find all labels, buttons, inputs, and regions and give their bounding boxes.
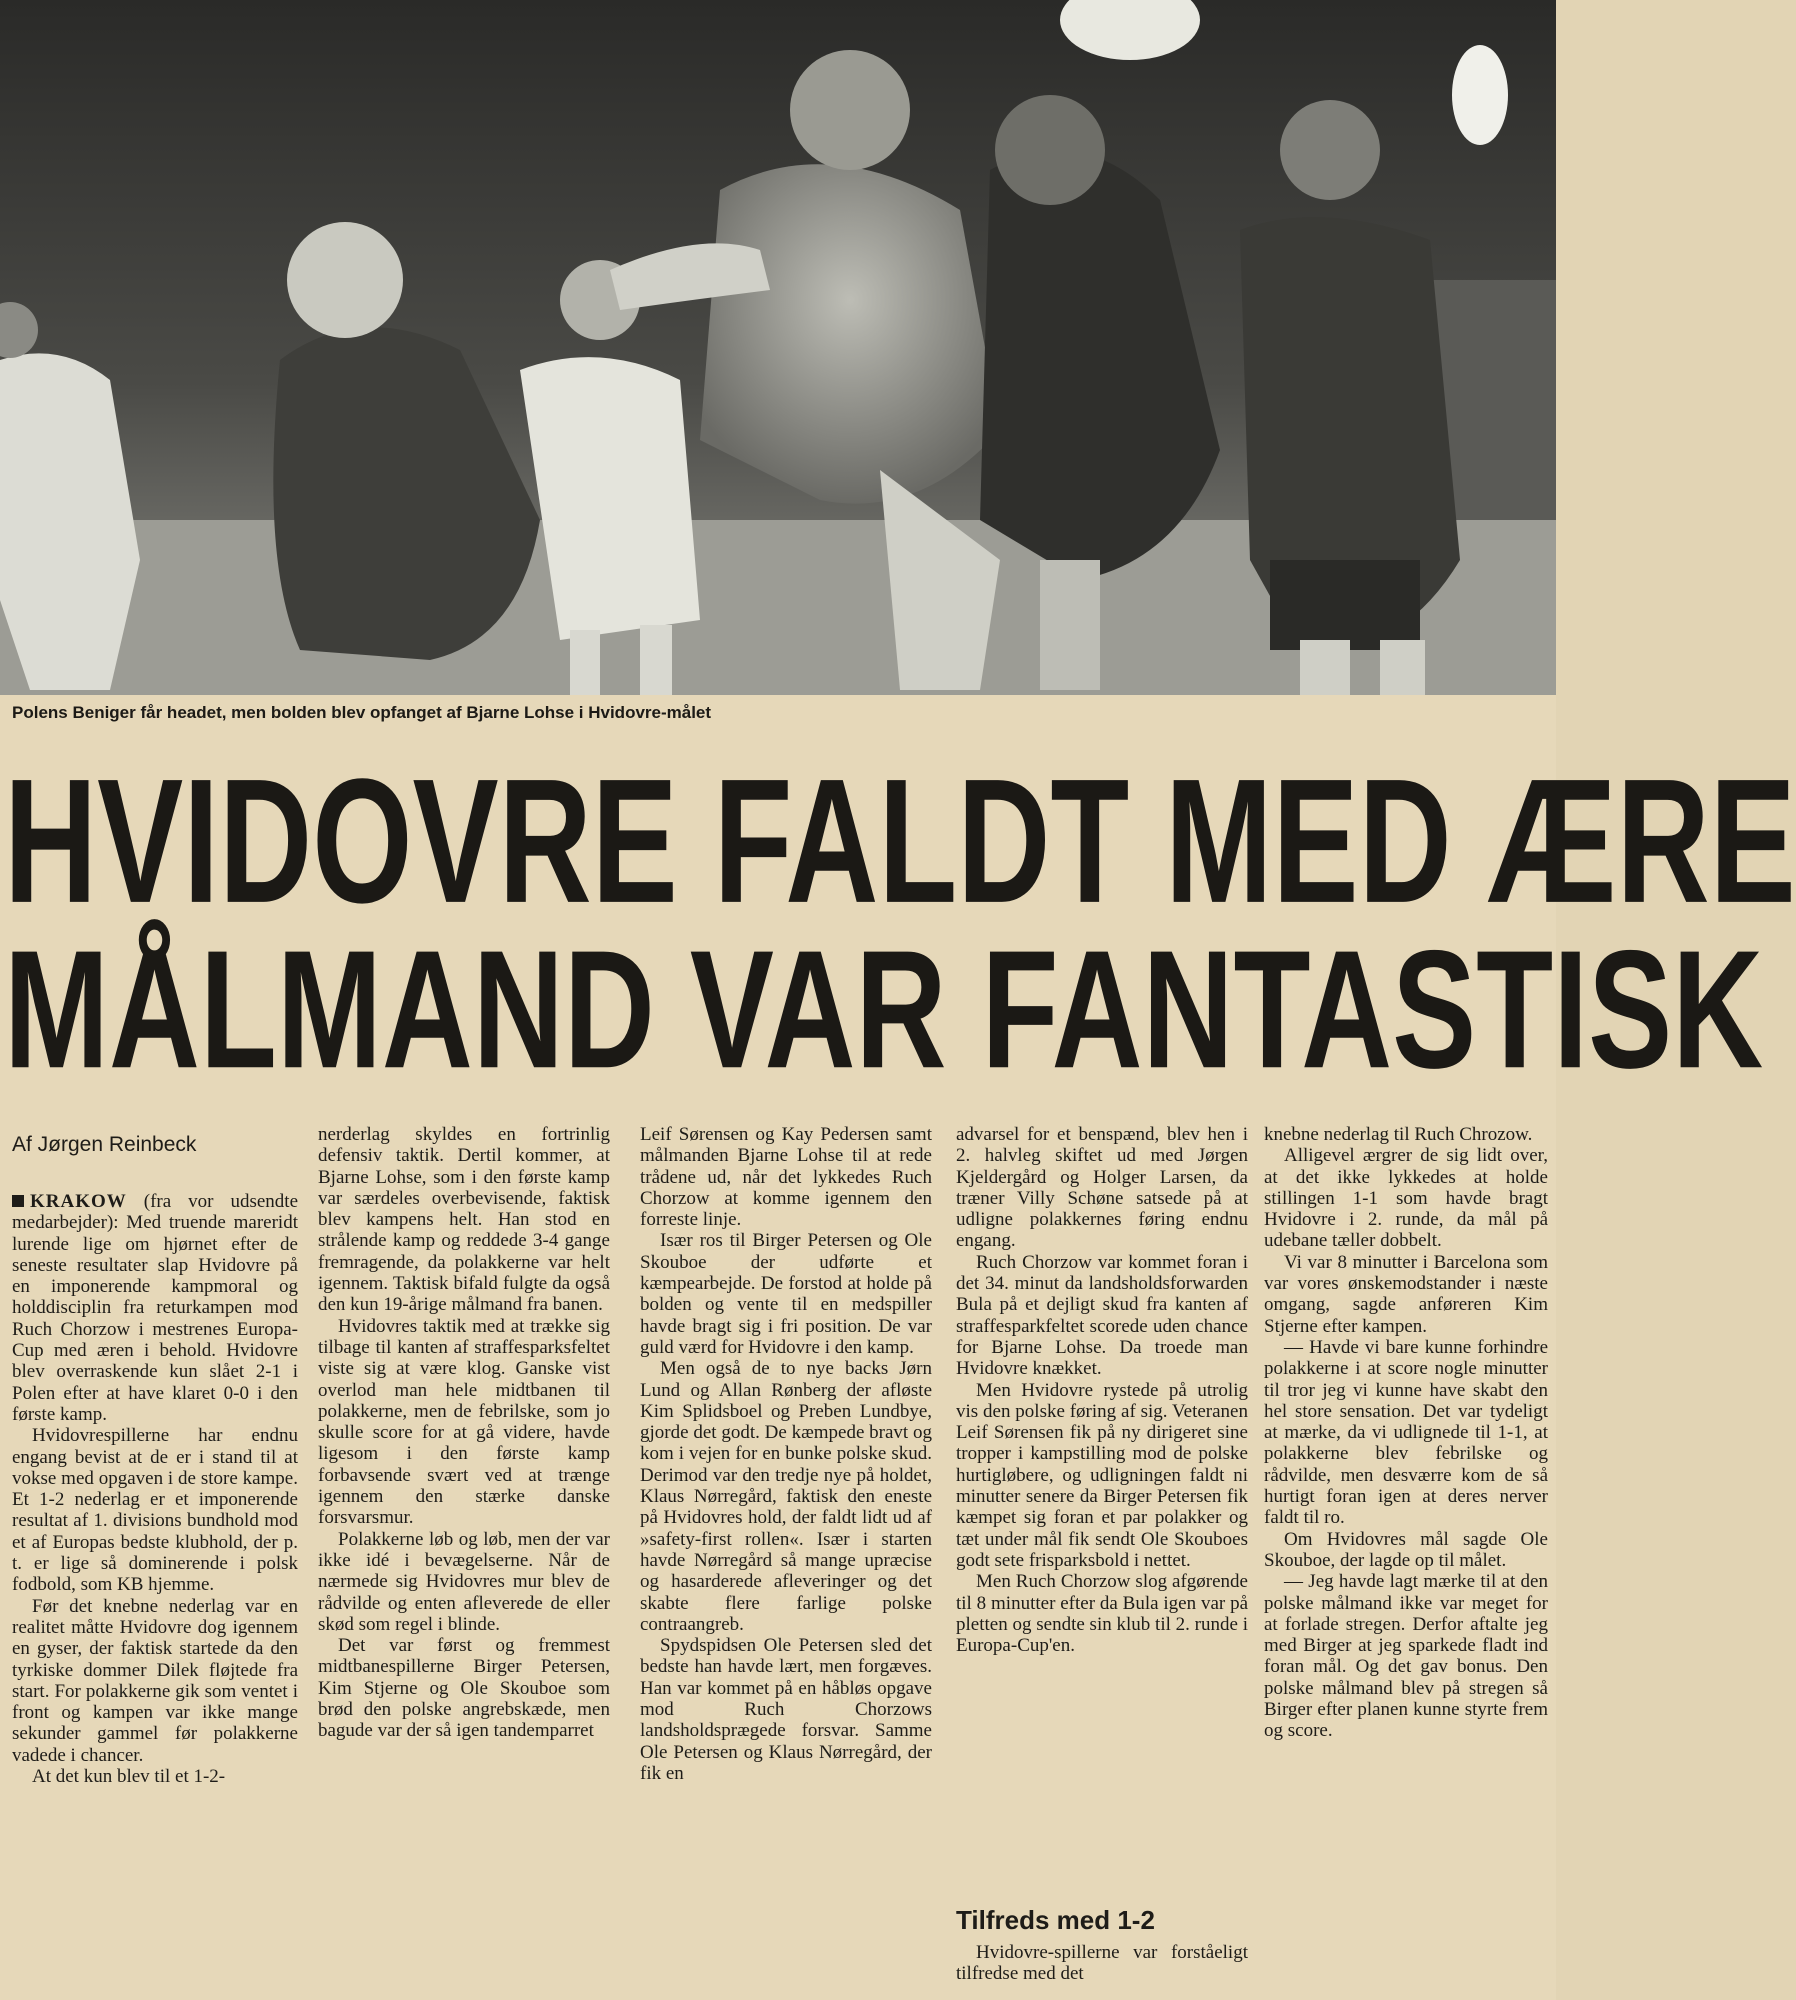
paragraph: Om Hvidovres mål sagde Ole Skouboe, der lagde op til målet. [1264,1528,1548,1571]
paragraph: Leif Sørensen og Kay Pedersen samt målmanden Bjarne Lohse til at rede trådene ud, når det lykkedes Ruch Chorzow at komme igennem den forreste linje. [640,1124,932,1231]
article-column-5 [1264,1124,1548,1742]
article-column-4-continued [956,1942,1248,1985]
article-column-4 [956,1124,1248,1656]
paragraph: knebne nederlag til Ruch Chrozow. [1264,1124,1533,1145]
article-column-2 [318,1124,610,1742]
lead-text: (fra vor udsendte medarbejder): Med truende mareridt lurende lige om hjørnet efter de seneste resultater slap Hvidovre på en imponerende kampmoral og holddisciplin fra returkampen mod Ruch Chorzow i mestrenes Europa-Cup med æren i behold. Hvidovre blev overraskende kun slået 2-1 i Polen efter at have klaret 0-0 i den første kamp. [12,1191,298,1425]
headline-line-2: MÅLMAND VAR FANTASTISK [4,914,1764,1104]
byline: Af Jørgen Reinbeck [12,1133,197,1156]
headline-line-1: HVIDOVRE FALDT MED ÆRE [4,741,1796,940]
match-photo [0,0,1556,695]
paragraph: Men også de to nye backs Jørn Lund og Allan Rønberg der afløste Kim Splidsboel og Preben Lundbye, gjorde det godt. De kæmpede bravt og kom i vejen for en bunke polske skud. Derimod var den tredje nye på holdet, Klaus Nørregård, faktisk den eneste på Hvidovres hold, der faldt lidt ud af »safety-first rollen«. Især i starten havde Nørregård så mange upræcise og hasarderede afleveringer og det skabte flere farlige polske contraangreb. [640,1358,932,1635]
paragraph: Det var først og fremmest midtbanespillerne Birger Petersen, Kim Stjerne og Ole Skouboe som brød den polske angrebskæde, men bagude var der så igen tandemparret [318,1635,610,1742]
paragraph: advarsel for et benspænd, blev hen i 2. halvleg skiftet ud med Jørgen Kjeldergård og Holger Larsen, da træner Villy Schøne satsede på at udligne polakkernes føring endnu engang. [956,1124,1248,1252]
subheading: Tilfreds med 1-2 [956,1905,1155,1935]
paragraph: nerderlag skyldes en fortrinlig defensiv taktik. Dertil kommer, at Bjarne Lohse, som i den første kamp var særdeles overbevisende, faktisk blev kampens helt. Han stod en strålende kamp og reddede 3-4 gange fremragende, da polakkerne var helt igennem. Taktisk bifald fulgte da også den kun 19-årige målmand fra banen. [318,1124,610,1316]
paragraph: Hvidovres taktik med at trække sig tilbage til kanten af straffesparksfeltet viste sig at være klog. Ganske vist overlod man hele midtbanen til polakkerne, men de febrilske, som jo skulle score for at gå videre, havde ligesom i den første kamp forbavsende svært ved at trænge igennem den stærke danske forsvarsmur. [318,1315,610,1529]
bullet-square-icon [12,1195,24,1207]
paragraph: Hvidovrespillerne har endnu engang bevist at de er i stand til at vokse med opgaven i de store kampe. Et 1-2 nederlag er et imponerende resultat af 1. divisions bundhold mod et af Europas bedste klubhold, der p. t. er lige så dominerende i polsk fodbold, som KB hjemme. [12,1425,298,1596]
paragraph: Men Hvidovre rystede på utrolig vis den polske føring af sig. Veteranen Leif Sørensen fik på ny dirigeret sine tropper i kampstilling mod de polske hurtigløbere, og udligningen faldt ni minutter senere da Birger Petersen fik kæmpet sig foran et par polakker og tæt under mål fik sendt Ole Skouboes godt sete frisparksbold i nettet. [956,1379,1248,1571]
paragraph: — Jeg havde lagt mærke til at den polske målmand ikke var meget for at forlade stregen. Derfor aftalte jeg med Birger at jeg sparkede fladt ind foran mål. Og det gav bonus. Den polske målmand blev på stregen så Birger efter planen kunne styrte frem og score. [1264,1571,1548,1742]
dateline: KRAKOW [30,1191,127,1212]
paragraph: At det kun blev til et 1-2- [32,1766,226,1788]
lead-paragraph [12,1191,298,1425]
paragraph: Men Ruch Chorzow slog afgørende til 8 minutter efter da Bula igen var på pletten og sendte sin klub til 2. runde i Europa-Cup'en. [956,1571,1248,1657]
article-column-3 [640,1124,932,1784]
paragraph: — Havde vi bare kunne forhindre polakkerne i at score nogle minutter til tror jeg vi kunne have skabt den hel store sensation. Det var tydeligt at mærke, da vi udlignede til 1-1, at polakkerne blev febrilske og rådvilde, men desværre kom de så hurtigt foran igen at deres nerver faldt til ro. [1264,1336,1548,1529]
photo-illustration [0,0,1556,695]
paragraph: Vi var 8 minutter i Barcelona som var vores ønskemodstander i næste omgang, sagde anføreren Kim Stjerne efter kampen. [1264,1251,1548,1337]
paragraph: Polakkerne løb og løb, men der var ikke idé i bevægelserne. Når de nærmede sig Hvidovres mur blev de rådvilde og enten afleverede de eller skød som regel i blinde. [318,1528,610,1635]
photo-caption: Polens Beniger får headet, men bolden blev opfanget af Bjarne Lohse i Hvidovre-målet [12,703,712,722]
paragraph: Ruch Chorzow var kommet foran i det 34. minut da landsholdsforwarden Bula på et dejligt skud fra kanten af straffesparkfeltet scorede uden chance for Bjarne Lohse. Da troede man Hvidovre knækket. [956,1251,1248,1380]
paragraph: Alligevel ærgrer de sig lidt over, at det ikke lykkedes at holde stillingen 1-1 som havde bragt Hvidovre i 2. runde, da mål på udebane tæller dobbelt. [1264,1145,1548,1252]
paragraph: Hvidovre-spillerne var forståeligt tilfredse med det [956,1942,1248,1985]
paragraph: Især ros til Birger Petersen og Ole Skouboe der udførte et kæmpearbejde. De forstod at holde på bolden og vente til en medspiller havde bragt sig i fri position. De var guld værd for Hvidovre i den kamp. [640,1230,932,1358]
article-column-1 [12,1191,298,1787]
paragraph: Før det knebne nederlag var en realitet måtte Hvidovre dog igennem en gyser, der faktisk startede da den tyrkiske dommer Dilek fløjtede fra start. For polakkerne gik som ventet i front og kampen var ikke mange sekunder gammel før polakkerne vadede i chancer. [12,1595,298,1766]
paragraph: Spydspidsen Ole Petersen sled det bedste han havde lært, men forgæves. Han var kommet på en håbløs opgave mod Ruch Chorzows landsholdsprægede forsvar. Samme Ole Petersen og Klaus Nørregård, der fik en [640,1635,932,1784]
